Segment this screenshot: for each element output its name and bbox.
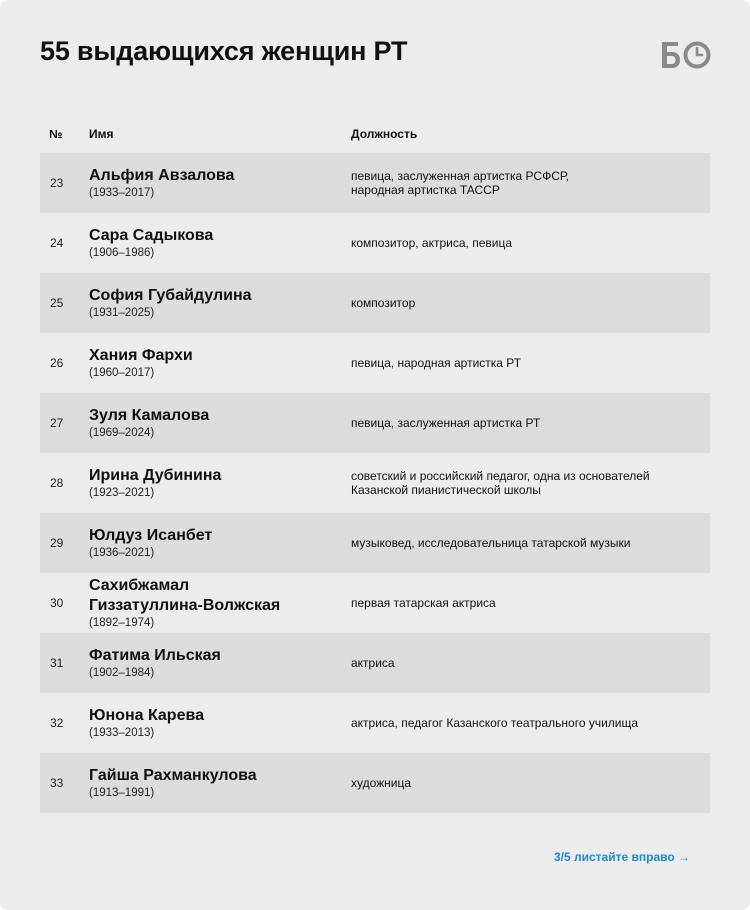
person-position: композитор, актриса, певица <box>351 236 512 250</box>
bo-logo <box>660 40 712 70</box>
person-cell <box>89 693 339 753</box>
person-name: Фатима Ильская <box>89 647 221 664</box>
person-years: (1960–2017) <box>89 367 155 379</box>
table-row <box>40 273 710 333</box>
person-position: советский и российский педагог, одна из основателей Казанской пианистической школы <box>351 469 650 497</box>
person-cell <box>89 513 339 573</box>
row-number: 30 <box>50 596 64 610</box>
person-years: (1923–2021) <box>89 487 155 499</box>
person-cell <box>89 393 339 453</box>
row-number: 28 <box>50 476 64 490</box>
table-row <box>40 513 710 573</box>
person-name: Юнона Карева <box>89 707 204 724</box>
table-row <box>40 153 710 213</box>
column-header-number: № <box>49 127 63 141</box>
person-years: (1969–2024) <box>89 427 155 439</box>
person-cell <box>89 633 339 693</box>
person-years: (1931–2025) <box>89 307 155 319</box>
person-name: Сара Садыкова <box>89 227 214 244</box>
person-years: (1906–1986) <box>89 247 155 259</box>
table-row <box>40 453 710 513</box>
person-name: Сахибжамал Гиззатуллина-Волжская <box>89 577 281 614</box>
person-name: Альфия Авзалова <box>89 167 235 184</box>
table-row <box>40 393 710 453</box>
person-position: музыковед, исследовательница татарской музыки <box>351 536 631 550</box>
person-position: певица, народная артистка РТ <box>351 356 522 370</box>
person-position: первая татарская актриса <box>351 596 496 610</box>
person-name: София Губайдулина <box>89 287 252 304</box>
person-name: Зуля Камалова <box>89 407 210 424</box>
person-cell <box>89 213 339 273</box>
table-header <box>40 122 710 144</box>
page-title: 55 выдающихся женщин РТ <box>40 36 408 66</box>
row-number: 26 <box>50 356 64 370</box>
person-position: актриса, педагог Казанского театрального училища <box>351 716 639 730</box>
person-name: Юлдуз Исанбет <box>89 527 213 544</box>
table-row <box>40 333 710 393</box>
table-row <box>40 213 710 273</box>
row-number: 23 <box>50 176 64 190</box>
person-years: (1913–1991) <box>89 787 155 799</box>
person-years: (1933–2013) <box>89 727 155 739</box>
person-name: Ирина Дубинина <box>89 467 222 484</box>
person-position: певица, заслуженная артистка РТ <box>351 416 541 430</box>
row-number: 32 <box>50 716 64 730</box>
person-cell <box>89 153 339 213</box>
person-position: актриса <box>351 656 395 670</box>
person-position: художница <box>351 776 412 790</box>
row-number: 31 <box>50 656 64 670</box>
row-number: 29 <box>50 536 64 550</box>
row-number: 24 <box>50 236 64 250</box>
person-cell <box>89 753 339 813</box>
person-cell <box>89 453 339 513</box>
row-number: 25 <box>50 296 64 310</box>
person-position: певица, заслуженная артистка РСФСР, народная артистка ТАССР <box>351 169 569 197</box>
table-row <box>40 633 710 693</box>
person-cell <box>89 273 339 333</box>
person-name: Хания Фархи <box>89 347 193 364</box>
person-years: (1892–1974) <box>89 617 155 629</box>
row-number: 33 <box>50 776 64 790</box>
person-cell <box>89 333 339 393</box>
person-years: (1933–2017) <box>89 187 155 199</box>
table-row <box>40 753 710 813</box>
column-header-position: Должность <box>351 127 418 141</box>
person-position: композитор <box>351 296 416 310</box>
row-number: 27 <box>50 416 64 430</box>
table-row <box>40 693 710 753</box>
pagination-hint[interactable]: 3/5 листайте вправо → <box>553 850 690 864</box>
column-header-name: Имя <box>89 127 114 141</box>
table-row <box>40 573 710 633</box>
person-years: (1902–1984) <box>89 667 155 679</box>
person-name: Гайша Рахманкулова <box>89 767 257 784</box>
table-body <box>40 153 710 813</box>
person-cell <box>89 573 339 633</box>
person-years: (1936–2021) <box>89 547 155 559</box>
